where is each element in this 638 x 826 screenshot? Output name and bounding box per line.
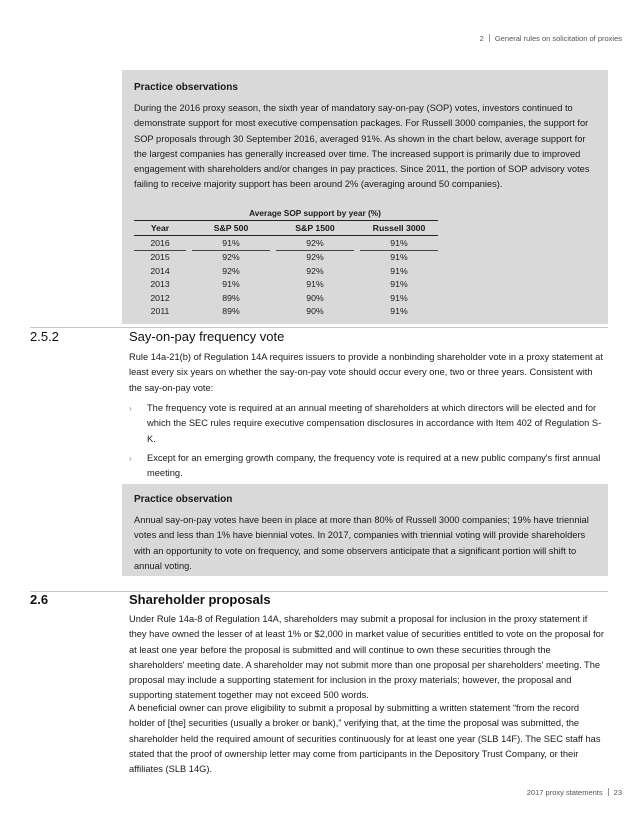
table-cell: 2016 [134,236,186,251]
table-cell: 92% [306,265,324,276]
running-header [480,34,622,43]
section-paragraph: A beneficial owner can prove eligibility to submit a proposal by submitting a written statement “from the record holder of [the] securities (usually a broker or bank),” verifying that, at the time the proposal was submitted, the shareholder held the required amount of securities continuously for at least one year (SLB 14F). The SEC staff has stated that the proof of ownership letter may come from participants in the Depository Trust Company, or their affiliates (SLB 14G). [129,703,601,775]
section-title: Shareholder proposals [129,592,271,607]
header-title: General rules on solicitation of proxies [494,34,622,43]
table-header-row [134,221,438,236]
section-divider [30,327,608,328]
table-cell: 91% [192,236,270,251]
table-cell: 91% [390,306,408,317]
table-row [134,264,438,278]
table-cell: 91% [306,279,324,290]
col-header-year: Year [134,221,186,236]
section-number: 2.5.2 [30,329,59,344]
table-cell: 89% [222,306,240,317]
table-cell: 2014 [150,265,170,276]
table-cell: 92% [276,236,354,251]
table-cell: 2015 [150,252,170,263]
table-cell: 91% [390,279,408,290]
page-number: 23 [613,788,622,797]
table-row [134,278,438,292]
col-header-sp1500: S&P 1500 [276,221,354,236]
table-cell: 2013 [150,279,170,290]
footer-title: 2017 proxy statements [526,788,603,797]
table-cell: 90% [306,306,324,317]
table-cell: 91% [390,265,408,276]
box-text: Annual say-on-pay votes have been in place at more than 80% of Russell 3000 companies; 19% have triennial votes and less than 1% have biennial votes. In 2017, companies with triennial voting will provide shareholders with an opportunity to vote on frequency, and some observers anticipate that a significant portion will shift to annual voting. [134,515,589,571]
sop-support-table [134,206,438,318]
header-section-number: 2 [479,34,484,43]
section-paragraph: Rule 14a-21(b) of Regulation 14A requires issuers to provide a nonbinding shareholder vote in a proxy statement at least every six years on whether the say-on-pay vote should occur every one, two or three years. Consistent with the say-on-pay vote: [129,352,603,393]
practice-observations-box [122,70,608,324]
table-row [134,250,438,264]
col-header-russell3000: Russell 3000 [360,221,438,236]
table-cell: 2011 [150,306,170,317]
table-cell: 91% [390,252,408,263]
table-cell: 89% [222,292,240,303]
header-divider [489,34,490,42]
practice-observation-box [122,484,608,576]
page-footer [527,788,622,797]
section-paragraph: Under Rule 14a-8 of Regulation 14A, shareholders may submit a proposal for inclusion in the proxy statement if they have owned the lesser of at least 1% or $2,000 in market value of securities entitled to vote on the proposal for at least one year before the proposal is submitted and will continue to own these securities through the shareholders' meeting date. A shareholder may not submit more than one proposal per shareholders' meeting. The proposal may include a supporting statement for inclusion in the proxy materials; however, the proposal and supporting statement together may not exceed 500 words. [129,614,604,701]
list-item [129,451,607,482]
table-caption: Average SOP support by year (%) [192,206,438,221]
footer-divider [608,788,609,796]
bullet-arrow-icon: › [129,454,132,463]
section-title: Say-on-pay frequency vote [129,329,285,344]
col-header-sp500: S&P 500 [192,221,270,236]
table-cell: 92% [306,252,324,263]
table-cell: 92% [222,252,240,263]
section-divider [30,591,608,592]
table-cell: 91% [360,236,438,251]
bullet-text: The frequency vote is required at an annual meeting of shareholders at which directors will be elected and for which the SEC rules require executive compensation disclosures in accordance with Item 402 of Regulation S-K. [147,403,602,444]
list-item [129,401,607,447]
table-cell: 90% [306,292,324,303]
section-number: 2.6 [30,592,49,607]
table-caption-row [134,206,438,221]
table-cell: 92% [222,265,240,276]
table-row [134,305,438,319]
table-row [134,291,438,305]
bullet-arrow-icon: › [129,404,132,413]
table-cell: 2012 [150,292,170,303]
box-title: Practice observation [134,494,233,505]
box-title: Practice observations [134,82,238,93]
table-row [134,236,438,251]
table-cell: 91% [390,292,408,303]
bullet-text: Except for an emerging growth company, the frequency vote is required at a new public company's first annual meeting. [147,453,601,479]
box-text: During the 2016 proxy season, the sixth year of mandatory say-on-pay (SOP) votes, investors continued to demonstrate support for most executive compensation packages. For Russell 3000 companies, the support for SOP proposals through 30 September 2016, averaged 91%. As shown in the chart below, average support for the largest companies has generally increased over time. The increased support is primarily due to improved engagement with shareholders and/or changes in pay practices. Since 2011, the portion of SOP advisory votes failing to receive majority support has been around 2% (averaging around 50 companies). [134,103,590,190]
table-cell: 91% [222,279,240,290]
